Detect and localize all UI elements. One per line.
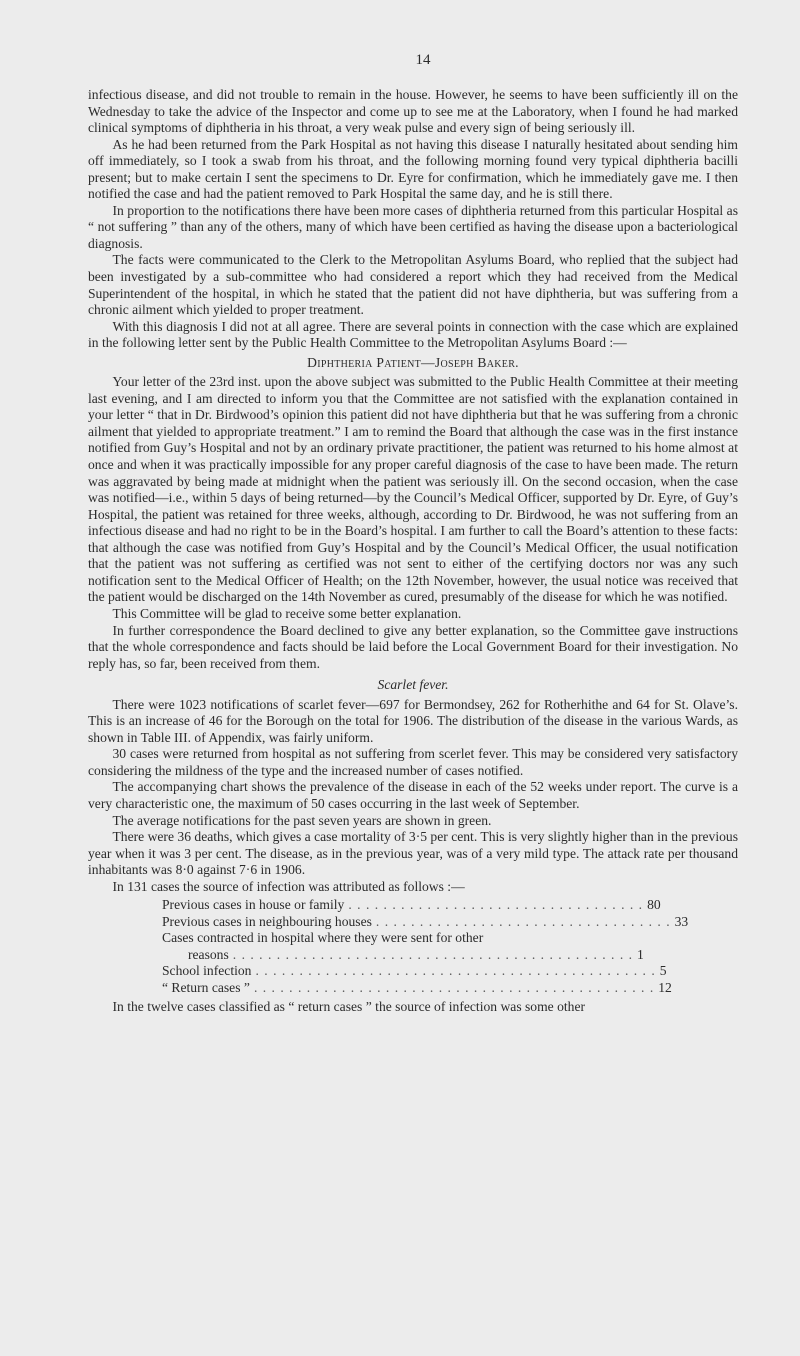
source-count: 5 — [659, 963, 667, 979]
source-label: School infection — [162, 963, 252, 979]
letter-heading: Diphtheria Patient—Joseph Baker. — [307, 354, 519, 370]
list-item — [162, 946, 644, 964]
list-item — [162, 897, 661, 914]
leader-dots: . . . . . . . . . . . . . . . . . . . . . . . . . . . . . . . . . . — [348, 897, 644, 913]
leader-dots: . . . . . . . . . . . . . . . . . . . . . . . . . . . . . . . . . . — [375, 913, 671, 929]
page-number: 14 — [415, 52, 431, 68]
source-label: “ Return cases ” — [162, 979, 250, 995]
leader-dots: . . . . . . . . . . . . . . . . . . . . . . . . . . . . . . . . . . . . . . . . . . . . . . — [253, 979, 655, 995]
paragraph: In 131 cases the source of infection was attributed as follows :— — [112, 878, 465, 894]
paragraph: 30 cases were returned from hospital as not suffering from scerlet fever. This may be considered very satisfactory considering the mildness of the type and the increased number of cases notified. — [88, 746, 738, 778]
paragraph: In further correspondence the Board declined to give any better explanation, so the Committee gave instructions that the whole correspondence and facts should be laid before the Local Government Board for their investigation. No reply has, so far, been received from them. — [88, 622, 738, 671]
paragraph: The average notifications for the past seven years are shown in green. — [112, 812, 492, 828]
list-item — [162, 913, 689, 931]
source-count: 1 — [637, 946, 644, 962]
source-count: 12 — [658, 979, 672, 995]
paragraph: There were 36 deaths, which gives a case mortality of 3·5 per cent. This is very slightly higher than in the previous year when it was 3 per cent. The disease, as in the previous year, was of a very mild type. The attack rate per thousand inhabitants was 8·0 against 7·6 in 1906. — [88, 829, 738, 878]
paragraph: As he had been returned from the Park Hospital as not having this disease I naturally hesitated about sending him off immediately, so I took a swab from his throat, and the following morning found very typical diphtheria bacilli present; but to make certain I sent the specimens to Dr. Eyre for confirmation, which he immediately gave me. I then notified the case and had the patient removed to Park Hospital the same day, and he is still there. — [88, 136, 738, 202]
letter-body — [88, 374, 738, 622]
paragraph: In proportion to the notifications there have been more cases of diphtheria returned from this particular Hospital as “ not suffering ” than any of the others, many of which have been certified as having the disease upon a bacteriological diagnosis. — [88, 202, 738, 251]
list-item — [162, 930, 640, 947]
letter-paragraph: This Committee will be glad to receive some better explanation. — [112, 605, 462, 621]
list-item — [162, 963, 667, 980]
paragraph: With this diagnosis I did not at all agree. There are several points in connection with the case which are explained in the following letter sent by the Public Health Committee to the Metropolitan Asylums Board :— — [88, 318, 738, 351]
section-heading-scarlet-fever: Scarlet fever. — [377, 677, 449, 693]
source-label-continued: reasons — [188, 946, 229, 962]
source-label: Previous cases in house or family — [162, 897, 345, 913]
letter-paragraph: Your letter of the 23rd inst. upon the above subject was submitted to the Public Health Committee at their meeting last evening, and I am directed to inform you that the Committee are not satisfied with the explanation contained in your letter “ that in Dr. Birdwood’s opinion this patient did not have diphtheria but that he was suffering from a chronic ailment that yielded to appropriate treatment.” I am to remind the Board that although the case was in the first instance notified from Guy’s Hospital and not by an ordinary private practitioner, the patient was returned to his home almost at once and when it was practically impossible for any proper careful diagnosis of the case to have been made. The return was aggravated by being made at midnight when the patient was seriously ill. On the second occasion, when the case was notified—i.e., within 5 days of being returned—by the Council’s Medical Officer, supported by Dr. Eyre, of Guy’s Hospital, the patient was retained for three weeks, although, according to Dr. Birdwood, he was not suffering from an infectious disease and had no right to be in the Board’s hospital. I am further to call the Board’s attention to these facts: that although the case was notified from Guy’s Hospital and by the Council’s Medical Officer, the usual notification that the patient was not suffering as certified was not sent to either of the certifying doctors nor was any such notification sent to the Medical Officer of Health; on the 12th November, however, the usual notice was received that the patient would be discharged on the 14th November as cured, presumably of the disease for which he was notified. — [88, 374, 738, 605]
source-label: Cases contracted in hospital where they were sent for other — [162, 930, 484, 946]
source-label: Previous cases in neighbouring houses — [162, 913, 372, 929]
paragraph: There were 1023 notifications of scarlet fever—697 for Bermondsey, 262 for Rotherhithe and 64 for St. Olave’s. This is an increase of 46 for the Borough on the total for 1906. The distribution of the disease in the various Wards, as shown in Table III. of Appendix, was fairly uniform. — [88, 696, 738, 745]
source-count: 33 — [674, 913, 689, 929]
paragraph: infectious disease, and did not trouble to remain in the house. However, he seems to have been sufficiently ill on the Wednesday to take the advice of the Inspector and come up to see me at the Laboratory, when I found he had marked clinical symptoms of diphtheria in his throat, a very weak pulse and every sign of being seriously ill. — [88, 87, 738, 136]
list-item — [162, 979, 672, 997]
leader-dots: . . . . . . . . . . . . . . . . . . . . . . . . . . . . . . . . . . . . . . . . . . . . . . — [255, 963, 656, 979]
paragraph: The facts were communicated to the Clerk to the Metropolitan Asylums Board, who replied that the subject had been investigated by a sub-committee who had considered a report which they had received from the Medical Superintendent of the hospital, in which he stated that the patient did not have diphtheria, but was suffering from a chronic ailment which yielded to proper treatment. — [88, 252, 738, 318]
leader-dots: . . . . . . . . . . . . . . . . . . . . . . . . . . . . . . . . . . . . . . . . . . . . . . — [232, 946, 634, 962]
infection-sources-list — [88, 897, 738, 996]
paragraph: In the twelve cases classified as “ return cases ” the source of infection was some other — [112, 998, 586, 1014]
source-count: 80 — [647, 897, 661, 913]
paragraph: The accompanying chart shows the prevalence of the disease in each of the 52 weeks under report. The curve is a very characteristic one, the maximum of 50 cases occurring in the last week of September. — [88, 779, 738, 811]
